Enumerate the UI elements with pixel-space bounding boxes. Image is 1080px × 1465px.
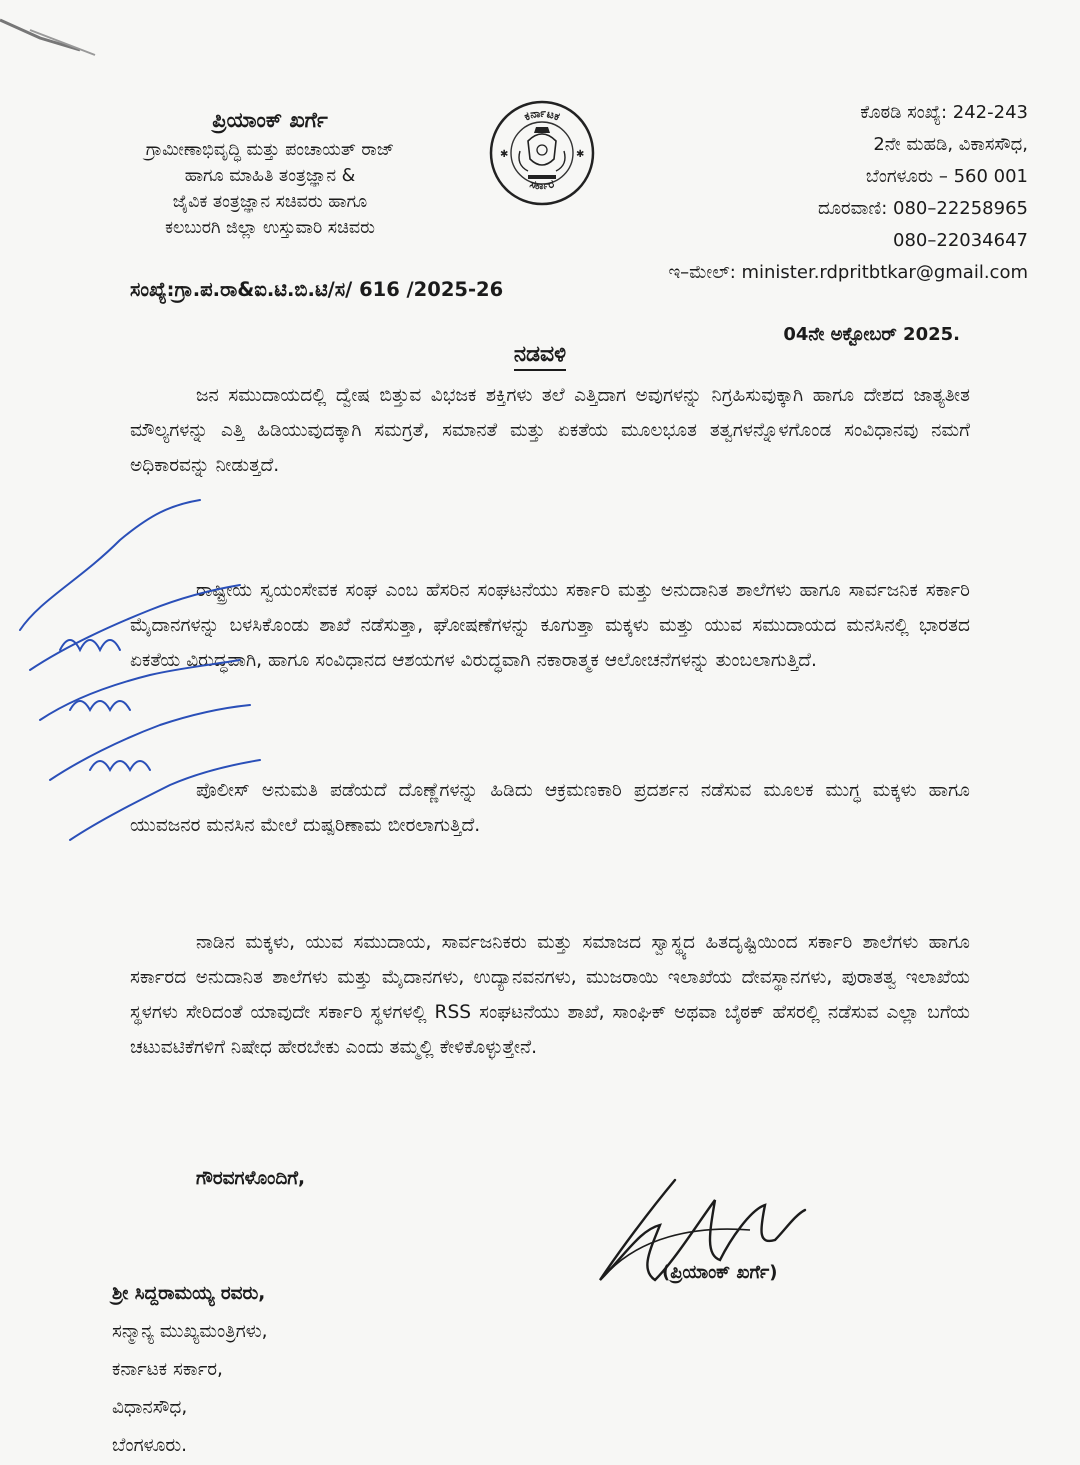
office-address-block [668,97,1028,289]
minister-letterhead [70,108,470,241]
body-paragraph-4: ನಾಡಿನ ಮಕ್ಕಳು, ಯುವ ಸಮುದಾಯ, ಸಾರ್ವಜನಿಕರು ಮತ್ತು ಸಮಾಜದ ಸ್ವಾಸ್ಥ್ಯದ ಹಿತದೃಷ್ಟಿಯಿಂದ ಸರ್ಕಾರಿ ಶಾಲೆಗಳು ಹಾಗೂ ಸರ್ಕಾರದ ಅನುದಾನಿತ ಶಾಲೆಗಳು ಮತ್ತು ಮೈದಾನಗಳು, ಉದ್ಯಾನವನಗಳು, ಮುಜರಾಯಿ ಇಲಾಖೆಯ ದೇವಸ್ಥಾನಗಳು, ಪುರಾತತ್ವ ಇಲಾಖೆಯ ಸ್ಥಳಗಳು ಸೇರಿದಂತೆ ಯಾವುದೇ ಸರ್ಕಾರಿ ಸ್ಥಳಗಳಲ್ಲಿ RSS ಸಂಘಟನೆಯು ಶಾಖೆ, ಸಾಂಘಿಕ್ ಅಥವಾ ಬೈಠಕ್ ಹೆಸರಲ್ಲಿ ನಡೆಸುವ ಎಲ್ಲಾ ಬಗೆಯ ಚಟುವಟಿಕೆಗಳಿಗೆ ನಿಷೇಧ ಹೇರಬೇಕು ಎಂದು ತಮ್ಮಲ್ಲಿ ಕೇಳಿಕೊಳ್ಳುತ್ತೇನೆ. [130,932,970,1058]
svg-text:✱: ✱ [576,149,585,160]
recipient-line: ವಿಧಾನಸೌಧ, [112,1397,188,1418]
designation-line: ಕಲಬುರಗಿ ಜಿಲ್ಲಾ ಉಸ್ತುವಾರಿ ಸಚಿವರು [165,218,375,238]
svg-text:ಸರ್ಕಾರ [528,177,556,192]
phone-number-2: 080–22034647 [893,230,1028,251]
signatory-name: (ಪ್ರಿಯಾಂಕ್ ಖರ್ಗೆ) [662,1262,778,1283]
phone-number: ದೂರವಾಣಿ: 080–22258965 [817,198,1028,219]
minister-name: ಪ್ರಿಯಾಂಕ್ ಖರ್ಗೆ [212,108,328,132]
document-title-text: ನಡವಳಿ [514,342,566,371]
svg-text:ಕರ್ನಾಟಕ [522,106,561,123]
body-paragraph-3: ಪೊಲೀಸ್ ಅನುಮತಿ ಪಡೆಯದೆ ದೊಣ್ಣೆಗಳನ್ನು ಹಿಡಿದು ಆಕ್ರಮಣಕಾರಿ ಪ್ರದರ್ಶನ ನಡೆಸುವ ಮೂಲಕ ಮುಗ್ಧ ಮಕ್ಕಳು ಹಾಗೂ ಯುವಜನರ ಮನಸಿನ ಮೇಲೆ ದುಷ್ಪರಿಣಾಮ ಬೀರಲಾಗುತ್ತಿದೆ. [130,780,970,836]
emblem-top-text: ಕರ್ನಾಟಕ [522,106,562,124]
emblem-bottom-text: ಸರ್ಕಾರ [528,177,556,193]
designation-line: ಹಾಗೂ ಮಾಹಿತಿ ತಂತ್ರಜ್ಞಾನ & [184,166,356,186]
body-paragraph-1: ಜನ ಸಮುದಾಯದಲ್ಲಿ ದ್ವೇಷ ಬಿತ್ತುವ ವಿಭಜಕ ಶಕ್ತಿಗಳು ತಲೆ ಎತ್ತಿದಾಗ ಅವುಗಳನ್ನು ನಿಗ್ರಹಿಸುವುಕ್ಕಾಗಿ ಹಾಗೂ ದೇಶದ ಜಾತ್ಯತೀತ ಮೌಲ್ಯಗಳನ್ನು ಎತ್ತಿ ಹಿಡಿಯುವುದಕ್ಕಾಗಿ ಸಮಗ್ರತೆ, ಸಮಾನತೆ ಮತ್ತು ಏಕತೆಯ ಮೂಲಭೂತ ತತ್ವಗಳನ್ನೊಳಗೊಂಡ ಸಂವಿಧಾನವು ನಮಗೆ ಅಧಿಕಾರವನ್ನು ನೀಡುತ್ತದೆ. [130,385,970,476]
recipient-name: ಶ್ರೀ ಸಿದ್ದರಾಮಯ್ಯ ರವರು, [112,1283,266,1304]
recipient-address [112,1275,268,1465]
svg-text:✱: ✱ [500,149,509,160]
recipient-line: ಬೆಂಗಳೂರು. [112,1435,187,1456]
reference-number: ಸಂಖ್ಯೆ:ಗ್ರಾ.ಪ.ರಾ&ಐ.ಟಿ.ಬಿ.ಟಿ/ಸ/ 616 /2025-26 [130,278,504,301]
body-paragraph-2: ರಾಷ್ಟ್ರೀಯ ಸ್ವಯಂಸೇವಕ ಸಂಘ ಎಂಬ ಹೆಸರಿನ ಸಂಘಟನೆಯು ಸರ್ಕಾರಿ ಮತ್ತು ಅನುದಾನಿತ ಶಾಲೆಗಳು ಹಾಗೂ ಸಾರ್ವಜನಿಕ ಸರ್ಕಾರಿ ಮೈದಾನಗಳನ್ನು ಬಳಸಿಕೊಂಡು ಶಾಖೆ ನಡೆಸುತ್ತಾ, ಘೋಷಣೆಗಳನ್ನು ಕೂಗುತ್ತಾ ಮಕ್ಕಳು ಮತ್ತು ಯುವ ಸಮುದಾಯದ ಮನಸಿನಲ್ಲಿ ಭಾರತದ ಏಕತೆಯ ವಿರುದ್ಧವಾಗಿ, ಹಾಗೂ ಸಂವಿಧಾನದ ಆಶಯಗಳ ವಿರುದ್ಧವಾಗಿ ನಕಾರಾತ್ಮಕ ಆಲೋಚನೆಗಳನ್ನು ತುಂಬಲಾಗುತ್ತಿದೆ. [130,580,970,671]
email-address: ಇ–ಮೇಲ್: minister.rdpritbtkar@gmail.com [668,262,1028,283]
city-pincode: ಬೆಂಗಳೂರು – 560 001 [865,166,1028,187]
recipient-line: ಕರ್ನಾಟಕ ಸರ್ಕಾರ, [112,1359,223,1380]
closing-salutation: ಗೌರವಗಳೊಂದಿಗೆ, [196,1168,306,1189]
designation-line: ಗ್ರಾಮೀಣಾಭಿವೃದ್ಧಿ ಮತ್ತು ಪಂಚಾಯತ್ ರಾಜ್ [145,140,395,160]
staple-mark [0,0,120,70]
designation-line: ಜೈವಿಕ ತಂತ್ರಜ್ಞಾನ ಸಚಿವರು ಹಾಗೂ [172,192,368,212]
letter-date: 04ನೇ ಅಕ್ಟೋಬರ್ 2025. [783,324,960,345]
floor-building: 2ನೇ ಮಹಡಿ, ವಿಕಾಸಸೌಧ, [873,134,1028,155]
handwritten-annotation [0,480,300,880]
government-emblem [488,95,596,213]
document-title [0,342,1080,367]
room-number: ಕೊಠಡಿ ಸಂಖ್ಯೆ: 242-243 [860,102,1028,123]
recipient-line: ಸನ್ಮಾನ್ಯ ಮುಖ್ಯಮಂತ್ರಿಗಳು, [112,1321,268,1342]
